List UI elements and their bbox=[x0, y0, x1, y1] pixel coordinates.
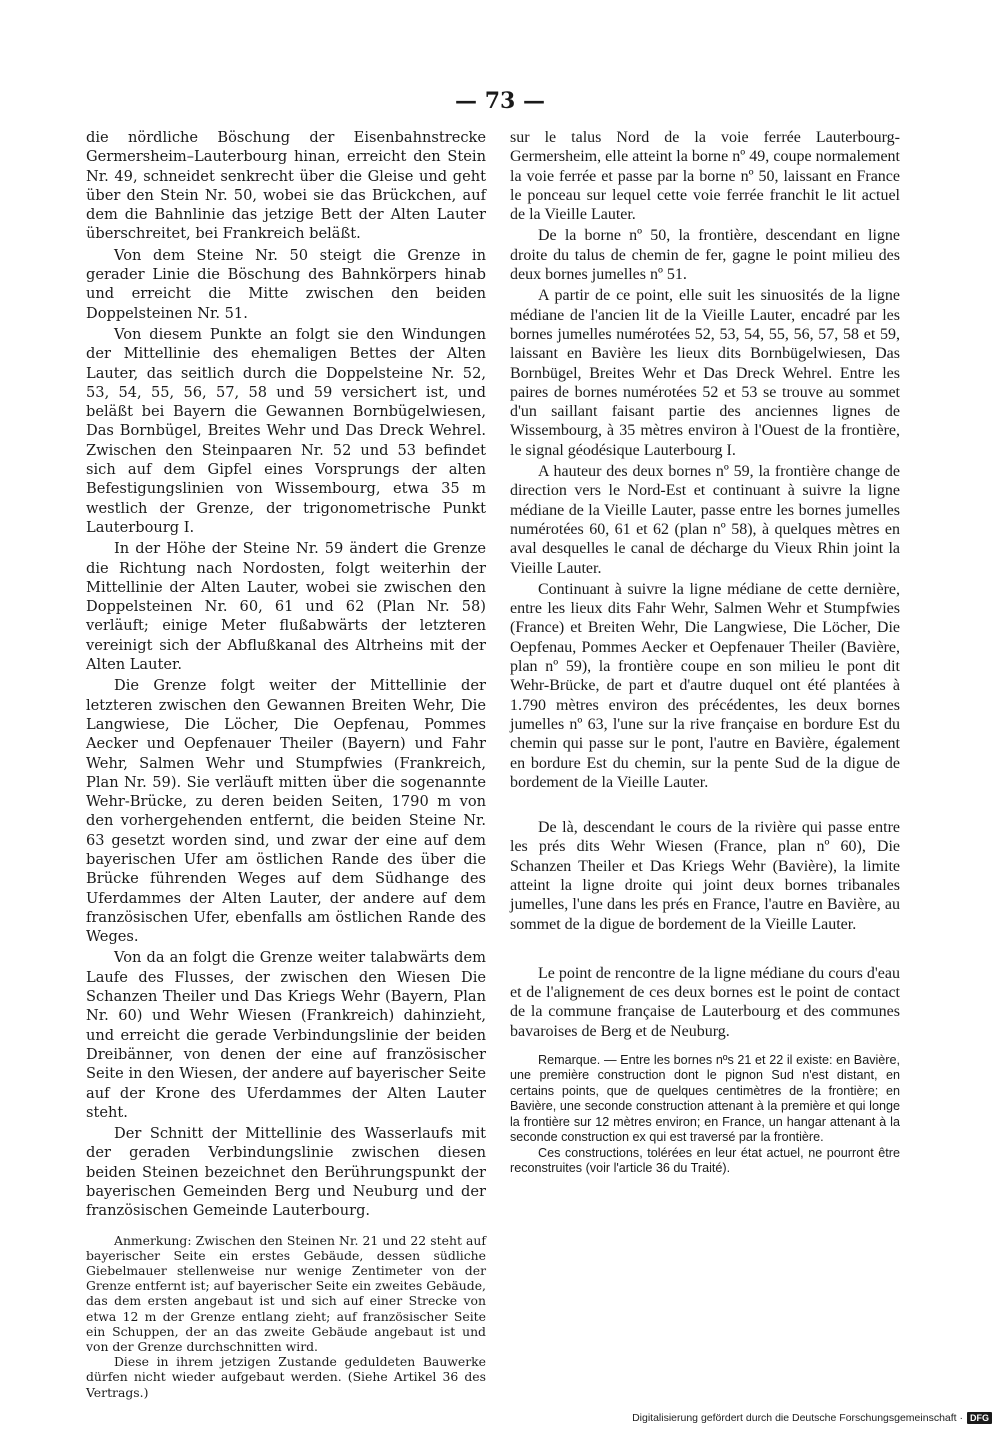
german-note: Anmerkung: Zwischen den Steinen Nr. 21 und 22 steht auf bayerischer Seite ein erstes Gebäude, dessen südliche Giebelmauer stellenweise nur wenige Zentimeter von der Grenze entfernt ist; auf bayerischer Seite ein zweites Gebäude, das dem ersten angebaut ist und sich auf einer Strecke von etwa 12 m der Grenze entlang zieht; auf französischer Seite ein Schuppen, der an das zweite Gebäude angebaut ist und von der Grenze durchschnitten wird. bbox=[86, 1232, 486, 1355]
german-paragraph: Der Schnitt der Mittellinie des Wasserlaufs mit der geraden Verbindungslinie zwischen diesen beiden Steinen bezeichnet den Berührungspunkt der bayerischen Gemeinden Berg und Neuburg und der französischen Gemeinde Lauterbourg. bbox=[86, 1125, 486, 1220]
french-note: Remarque. — Entre les bornes nºs 21 et 22 il existe: en Bavière, une première construction dont le pignon Sud n'est distant, en certains points, que de quelques centimètres de la frontière; en Bavière, une seconde construction attenant à la première et qui longe la frontière sur 12 mètres environ; en France, un hangar attenant à la seconde construction ex qui est traversé par la frontière. bbox=[510, 1053, 900, 1145]
french-paragraph: A partir de ce point, elle suit les sinuosités de la ligne médiane de l'ancien lit de la Vieille Lauter, encadré par les bornes jumelles numérotées 52, 53, 54, 55, 56, 57, 58 et 59, laissant en Bavière les lieux dits Bornbügelwiesen, Das Bornbügel, Breites Wehr et Das Dreck Wehrel. Entre les paires de bornes numérotées 52 et 53 se trouve au sommet d'un saillant faisant partie des anciennes lignes de Wissembourg, à 35 mètres environ à l'Ouest de la frontière, le signal géodésique Lauterbourg I. bbox=[510, 287, 900, 459]
footer bbox=[632, 1412, 992, 1424]
french-paragraph: Le point de rencontre de la ligne médiane du cours d'eau et de l'alignement de ces deux bornes est le point de contact de la commune française de Lauterbourg et des communes bavaroises de Berg et de Neuburg. bbox=[510, 964, 900, 1040]
page-number: — 73 — bbox=[455, 88, 545, 114]
german-paragraph: In der Höhe der Steine Nr. 59 ändert die Grenze die Richtung nach Nordosten, folgt weiterhin der Mittellinie der Alten Lauter, wobei sie zwischen den Doppelsteinen Nr. 60, 61 und 62 (Plan Nr. 58) verläuft; einige Meter flußabwärts der letzteren vereinigt sich der Abflußkanal des Altrheins mit der Alten Lauter. bbox=[86, 540, 486, 674]
german-paragraph: Von da an folgt die Grenze weiter talabwärts dem Laufe des Flusses, der zwischen den Wiesen Die Schanzen Theiler und Das Kriegs Wehr (Bayern, Plan Nr. 60) und Wehr Wiesen (Frankreich) dahinzieht, und erreicht die gerade Verbindungslinie der beiden Dreibänner, von denen der eine auf französischer Seite in den Wiesen, der andere auf bayerischer Seite auf der Krone des Uferdammes der Alten Lauter steht. bbox=[86, 949, 486, 1121]
french-paragraph: De là, descendant le cours de la rivière qui passe entre les prés dits Wehr Wiesen (France, plan nº 60), Die Schanzen Theiler et Das Kriegs Wehr (Bavière), la limite atteint la ligne droite qui joint deux bornes tribanales jumelles, l'une dans les prés en France, l'autre en Bavière, au sommet de la digue de bordement de la Vieille Lauter. bbox=[510, 819, 900, 933]
french-column bbox=[510, 128, 900, 1176]
dfg-logo: DFG bbox=[967, 1412, 992, 1424]
german-paragraph: Von dem Steine Nr. 50 steigt die Grenze in gerader Linie die Böschung des Bahnkörpers hinab und erreicht die Mitte zwischen den beiden Doppelsteinen Nr. 51. bbox=[86, 246, 486, 322]
german-paragraph: Von diesem Punkte an folgt sie den Windungen der Mittellinie des ehemaligen Bettes der Alten Lauter, das seitlich durch die Doppelsteine Nr. 52, 53, 54, 55, 56, 57, 58 und 59 versichert ist, und beläßt bei Bayern die Gewannen Bornbügelwiesen, Das Bornbügel, Breites Wehr und Das Dreck Wehrel. Zwischen den Steinpaaren Nr. 52 und 53 befindet sich auf dem Gipfel eines Vorsprungs der alten Befestigungslinien von Wissembourg, etwa 35 m westlich der Grenze, der trigonometrische Punkt Lauterbourg I. bbox=[86, 325, 486, 536]
french-paragraph: De la borne nº 50, la frontière, descendant en ligne droite du talus de chemin de fer, gagne le point milieu des deux bornes jumelles nº 51. bbox=[510, 227, 900, 284]
french-note: Ces constructions, tolérées en leur état actuel, ne pourront être reconstruites (voir l'article 36 du Traité). bbox=[510, 1145, 900, 1175]
french-paragraph: Continuant à suivre la ligne médiane de cette dernière, entre les lieux dits Fahr Wehr, Salmen Wehr et Stumpfwies (France) et Breiten Wehr, Die Langwiese, Die Löcher, Die Oepfenau, Pommes Aecker et Oepfenauer Theiler (Bavière, plan nº 59), la frontière coupe en son milieu le pont dit Wehr-Brücke, de part et d'autre duquel ont été plantées à 1.790 mètres environ des précédentes, les deux bornes jumelles nº 63, l'une sur la rive française en bordure Est du chemin qui passe sur le pont, l'autre en Bavière, également en bordure Est du chemin, sur la pente Sud de la digue de bordement de la Vieille Lauter. bbox=[510, 580, 900, 791]
footer-text: Digitalisierung gefördert durch die Deutsche Forschungsgemeinschaft · bbox=[632, 1412, 963, 1424]
german-paragraph: Die Grenze folgt weiter der Mittellinie der letzteren zwischen den Gewannen Breiten Wehr, Die Langwiese, Die Löcher, Die Oepfenau, Pommes Aecker und Oepfenauer Theiler (Bayern) und Fahr Wehr, Salmen Wehr und Stumpfwies (Frankreich, Plan Nr. 59). Sie verläuft mitten über die sogenannte Wehr-Brücke, zu deren beiden Seiten, 1790 m von den vorhergehenden entfernt, die beiden Steine Nr. 63 gesetzt worden sind, und zwar der eine auf dem bayerischen Ufer am östlichen Rande des über die Brücke führenden Weges auf dem Südhange des Uferdammes der Alten Lauter, der andere auf dem französischen Ufer, ebenfalls am östlichen Rande des Weges. bbox=[86, 677, 486, 946]
german-column bbox=[86, 128, 486, 1400]
french-paragraph: sur le talus Nord de la voie ferrée Lauterbourg-Germersheim, elle atteint la borne nº 49, coupe normalement la voie ferrée et passe par la borne nº 50, laissant en France le ponceau sur lequel cette voie ferrée franchit le lit actuel de la Vieille Lauter. bbox=[510, 129, 900, 224]
german-paragraph: die nördliche Böschung der Eisenbahnstrecke Germersheim–Lauterbourg hinan, erreicht den Stein Nr. 49, schneidet senkrecht über die Gleise und geht über den Stein Nr. 50, wobei sie das Brückchen, auf dem die Bahnlinie das jetzige Bett der Alten Lauter überschreitet, bei Frankreich beläßt. bbox=[86, 129, 486, 243]
french-paragraph: A hauteur des deux bornes nº 59, la frontière change de direction vers le Nord-Est et continuant à suivre la ligne médiane de la Vieille Lauter, passe entre les bornes jumelles numérotées 60, 61 et 62 (plan nº 58), à quelques mètres en aval desquelles le canal de décharge du Vieux Rhin joint la Vieille Lauter. bbox=[510, 463, 900, 577]
german-note: Diese in ihrem jetzigen Zustande geduldeten Bauwerke dürfen nicht wieder aufgebaut werden. (Siehe Artikel 36 des Vertrags.) bbox=[86, 1354, 486, 1400]
